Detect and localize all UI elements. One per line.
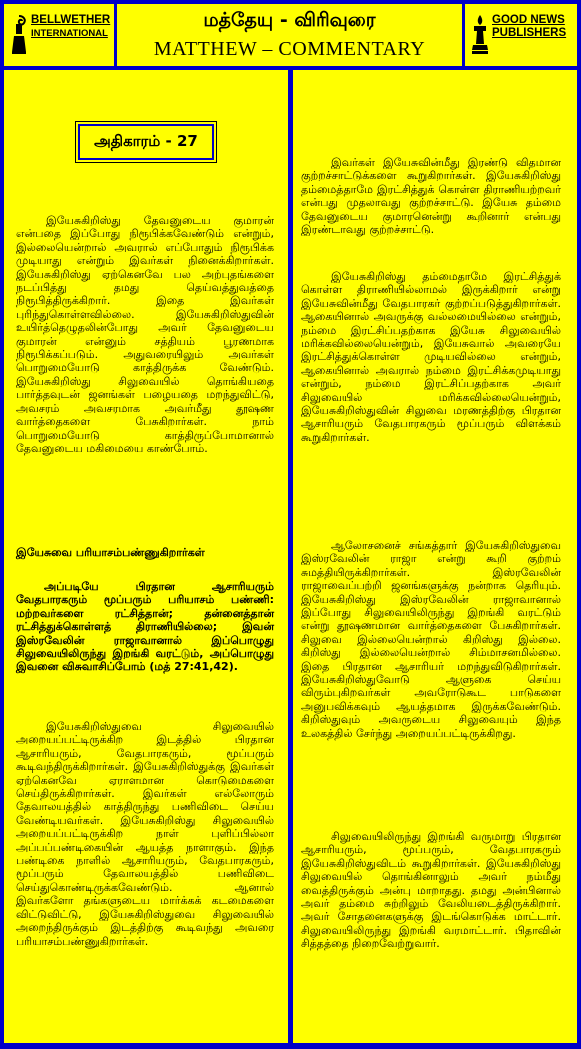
good-news-logo-text — [492, 14, 566, 40]
right-paragraph-4: சிலுவையிலிருந்து இறங்கி வருமாறு பிரதான ஆசாரியரும், மூப்பரும், வேதபாரகரும் இயேசுகிறிஸ்துவிடம் கூறுகிறார்கள். இயேசுகிறிஸ்து சிலுவையில் தொங்கினாலும் அவர் நம்மீது வைத்திருக்கும் அன்பு மாறாதது. தமது அன்பினால் அவர் தம்மை சுற்றிலும் வேலியடைத்திருக்கிறார். அவர் சோதனைகளுக்கு இடங்கொடுக்க மாட்டார். சிலுவையிலிருந்து இறங்கி வரமாட்டார். பிதாவின் சித்தத்தை நிறைவேற்றுவார். — [301, 830, 561, 951]
right-logo-box — [465, 4, 577, 66]
title-tamil: மத்தேயு - விரிவுரை — [203, 9, 376, 31]
right-paragraph-1: இவர்கள் இயேசுவின்மீது இரண்டு விதமான குற்றச்சாட்டுக்களை கூறுகிறார்கள். இயேசுகிறிஸ்து தம்மைத்தாமே இரட்சித்துக் கொள்ள திராணியற்றவர் என்பது முதலாவது குற்றச்சாட்டு. இயேசு தம்மை தேவனுடைய குமாரனென்று கூறினார் என்பது இரண்டாவது குற்றச்சாட்டு. — [301, 156, 561, 237]
logo-left-line2: INTERNATIONAL — [31, 28, 108, 39]
scripture-quote: அப்படியே பிரதான ஆசாரியரும் வேதபாரகரும் மூப்பரும் பரியாசம் பண்ணி: மற்றவர்களை ரட்சித்தான்; தன்னைத்தான் ரட்சித்துக்கொள்ளத் திராணியில்லை; இவன் இஸ்ரவேலின் ராஜாவானால் இப்பொழுது சிலுவையிலிருந்து இறங்கி வரட்டும், அப்பொழுது இவனை விசுவாசிப்போம் (மத் 27:41,42). — [16, 580, 274, 674]
title-box — [117, 4, 462, 66]
logo-left-line1: BELLWETHER — [31, 14, 111, 26]
logo-right-line1: GOOD NEWS — [492, 14, 565, 26]
header-bar — [0, 0, 581, 67]
bellwether-logo — [10, 14, 110, 54]
right-paragraph-2: இயேசுகிறிஸ்து தம்மைதாமே இரட்சித்துக் கொள்ள திராணியில்லாமல் இருக்கிறார் என்று இயேசுவின்மீது வேதபாரகர் குற்றப்படுத்துகிறார்கள். ஆகையினால் அவருக்கு வல்லமையில்லை என்றும், நம்மை இரட்சிப்பதற்காக இயேசு சிலுவையில் மரிக்கவில்லையென்றும், இயேசுவால் அவரையே இரட்சித்துக்கொள்ள முடியவில்லை என்றும், ஆகையினால் அவரால் நம்மை இரட்சிக்கமுடியாது என்றும், நம்மை இரட்சிப்பதற்காக அவர் சிலுவையில் மரிக்கவில்லையென்றும், இயேசுகிறிஸ்துவின் சிலுவை மரணத்திற்கு பிரதான ஆசாரியரும் வேதபாரகரும் மூப்பரும் விளக்கம் கூறுகிறார்கள். — [301, 270, 561, 444]
right-paragraph-3: ஆலோசனைச் சங்கத்தார் இயேசுகிறிஸ்துவை இஸ்ரவேலின் ராஜா என்று கூறி குற்றம் சுமத்தியிருக்கிறார்கள். இஸ்ரவேலின் ராஜாவைப்பற்றி ஜனங்களுக்கு நன்றாக தெரியும். இயேசுகிறிஸ்து இஸ்ரவேலின் ராஜாவானால் இப்போது சிலுவையிலிருந்து இறங்கி வரட்டும் என்று தூஷணமான வார்த்தைகளை பேசுகிறார்கள். சிலுவை இல்லையென்றால் கிறிஸ்து இல்லை. கிறிஸ்து இல்லையென்றால் சிம்மாசனமில்லை. இதை பிரதான ஆசாரியர் மறந்துவிடுகிறார்கள். இயேசுகிறிஸ்துவோடு ஆளுகை செய்ய விரும்புகிறவர்கள் அவரோடுகூட பாடுகளை அனுபவிக்கவும் ஆயத்தமாக இருக்கவேண்டும். கிறிஸ்துவும் அவருடைய சிலுவையும் இந்த உலகத்தில் சேர்ந்து அறையப்பட்டிருக்கிறது. — [301, 539, 561, 740]
right-column — [293, 70, 577, 1043]
left-column — [4, 70, 288, 1043]
left-logo-box — [4, 4, 114, 66]
bellwether-logo-text — [31, 14, 110, 40]
ram-icon — [10, 14, 28, 54]
good-news-logo — [471, 14, 566, 54]
lamp-icon — [471, 14, 489, 54]
chapter-label: அதிகாரம் - 27 — [78, 124, 214, 160]
left-paragraph-2: இயேசுகிறிஸ்துவை சிலுவையில் அறையப்பட்டிருக்கிற இடத்தில் பிரதான ஆசாரியரும், வேதபாரகரும், மூப்பரும் கூடிவந்திருக்கிறார்கள். இயேசுகிறிஸ்துக்கு இவர்கள் ஏற்கெனவே ஏராளமான கொடுமைகளை செய்திருக்கிறார்கள். இவர்கள் எல்லோரும் தேவாலயத்தில் காத்திருந்து பணிவிடை செய்ய வேண்டியவர்கள். இயேசுகிறிஸ்து சிலுவையில் அறையப்பட்டிருக்கிற நாள் புளிப்பில்லா அப்பப்பண்டிகையின் ஆயத்த நாளாகும். இந்த பண்டிகை நாளில் ஆசாரியரும், வேதபாரகரும், மூப்பரும் தேவாலயத்தில் பணிவிடை செய்துகொண்டிருக்கவேண்டும். ஆனால் இவர்களோ தங்களுடைய மார்க்கக் கடமைகளை விட்டுவிட்டு, இயேசுகிறிஸ்துவை சிலுவையில் அறைந்திருக்கும் இடத்திற்கு கூடிவந்து அவரை பரியாசம்பண்ணுகிறார்கள். — [16, 720, 274, 948]
section-heading: இயேசுவை பரியாசம்பண்ணுகிறார்கள் — [16, 546, 205, 559]
left-paragraph-1: இயேசுகிறிஸ்து தேவனுடைய குமாரன் என்பதை இப்போது நிரூபிக்கவேண்டும் என்றும், இல்லையென்றால் அவரால் எப்போதும் நிரூபிக்க முடியாது என்றும் இவர்கள் நினைக்கிறார்கள். இயேசுகிறிஸ்து ஏற்கெனவே பல அற்புதங்களை நடப்பித்து தமது தெய்வத்துவத்தை நிரூபித்திருக்கிறார். இதை இவர்கள் புரிந்துகொள்ளவில்லை. இயேசுகிறிஸ்துவின் உயிர்த்தெழுதலின்போது அவர் தேவனுடைய குமாரன் என்னும் சத்தியம் பூரணமாக நிரூபிக்கப்படும். அதுவரையிலும் அவர்கள் பொறுமையோடு காத்திருக்க வேண்டும். இயேசுகிறிஸ்து சிலுவையில் தொங்கியதை பார்த்தவுடன் ஜனங்கள் பழையதை மறந்துவிட்டு, அவசரம் அவசரமாக அவர்மீது தூஷண வார்த்தைகளை பேசுகிறார்கள். நாம் பொறுமையோடு காத்திருப்போமானால் தேவனுடைய மகிமையை காண்போம். — [16, 214, 274, 455]
title-english: MATTHEW – COMMENTARY — [153, 38, 426, 60]
logo-right-line2: PUBLISHERS — [492, 27, 567, 39]
